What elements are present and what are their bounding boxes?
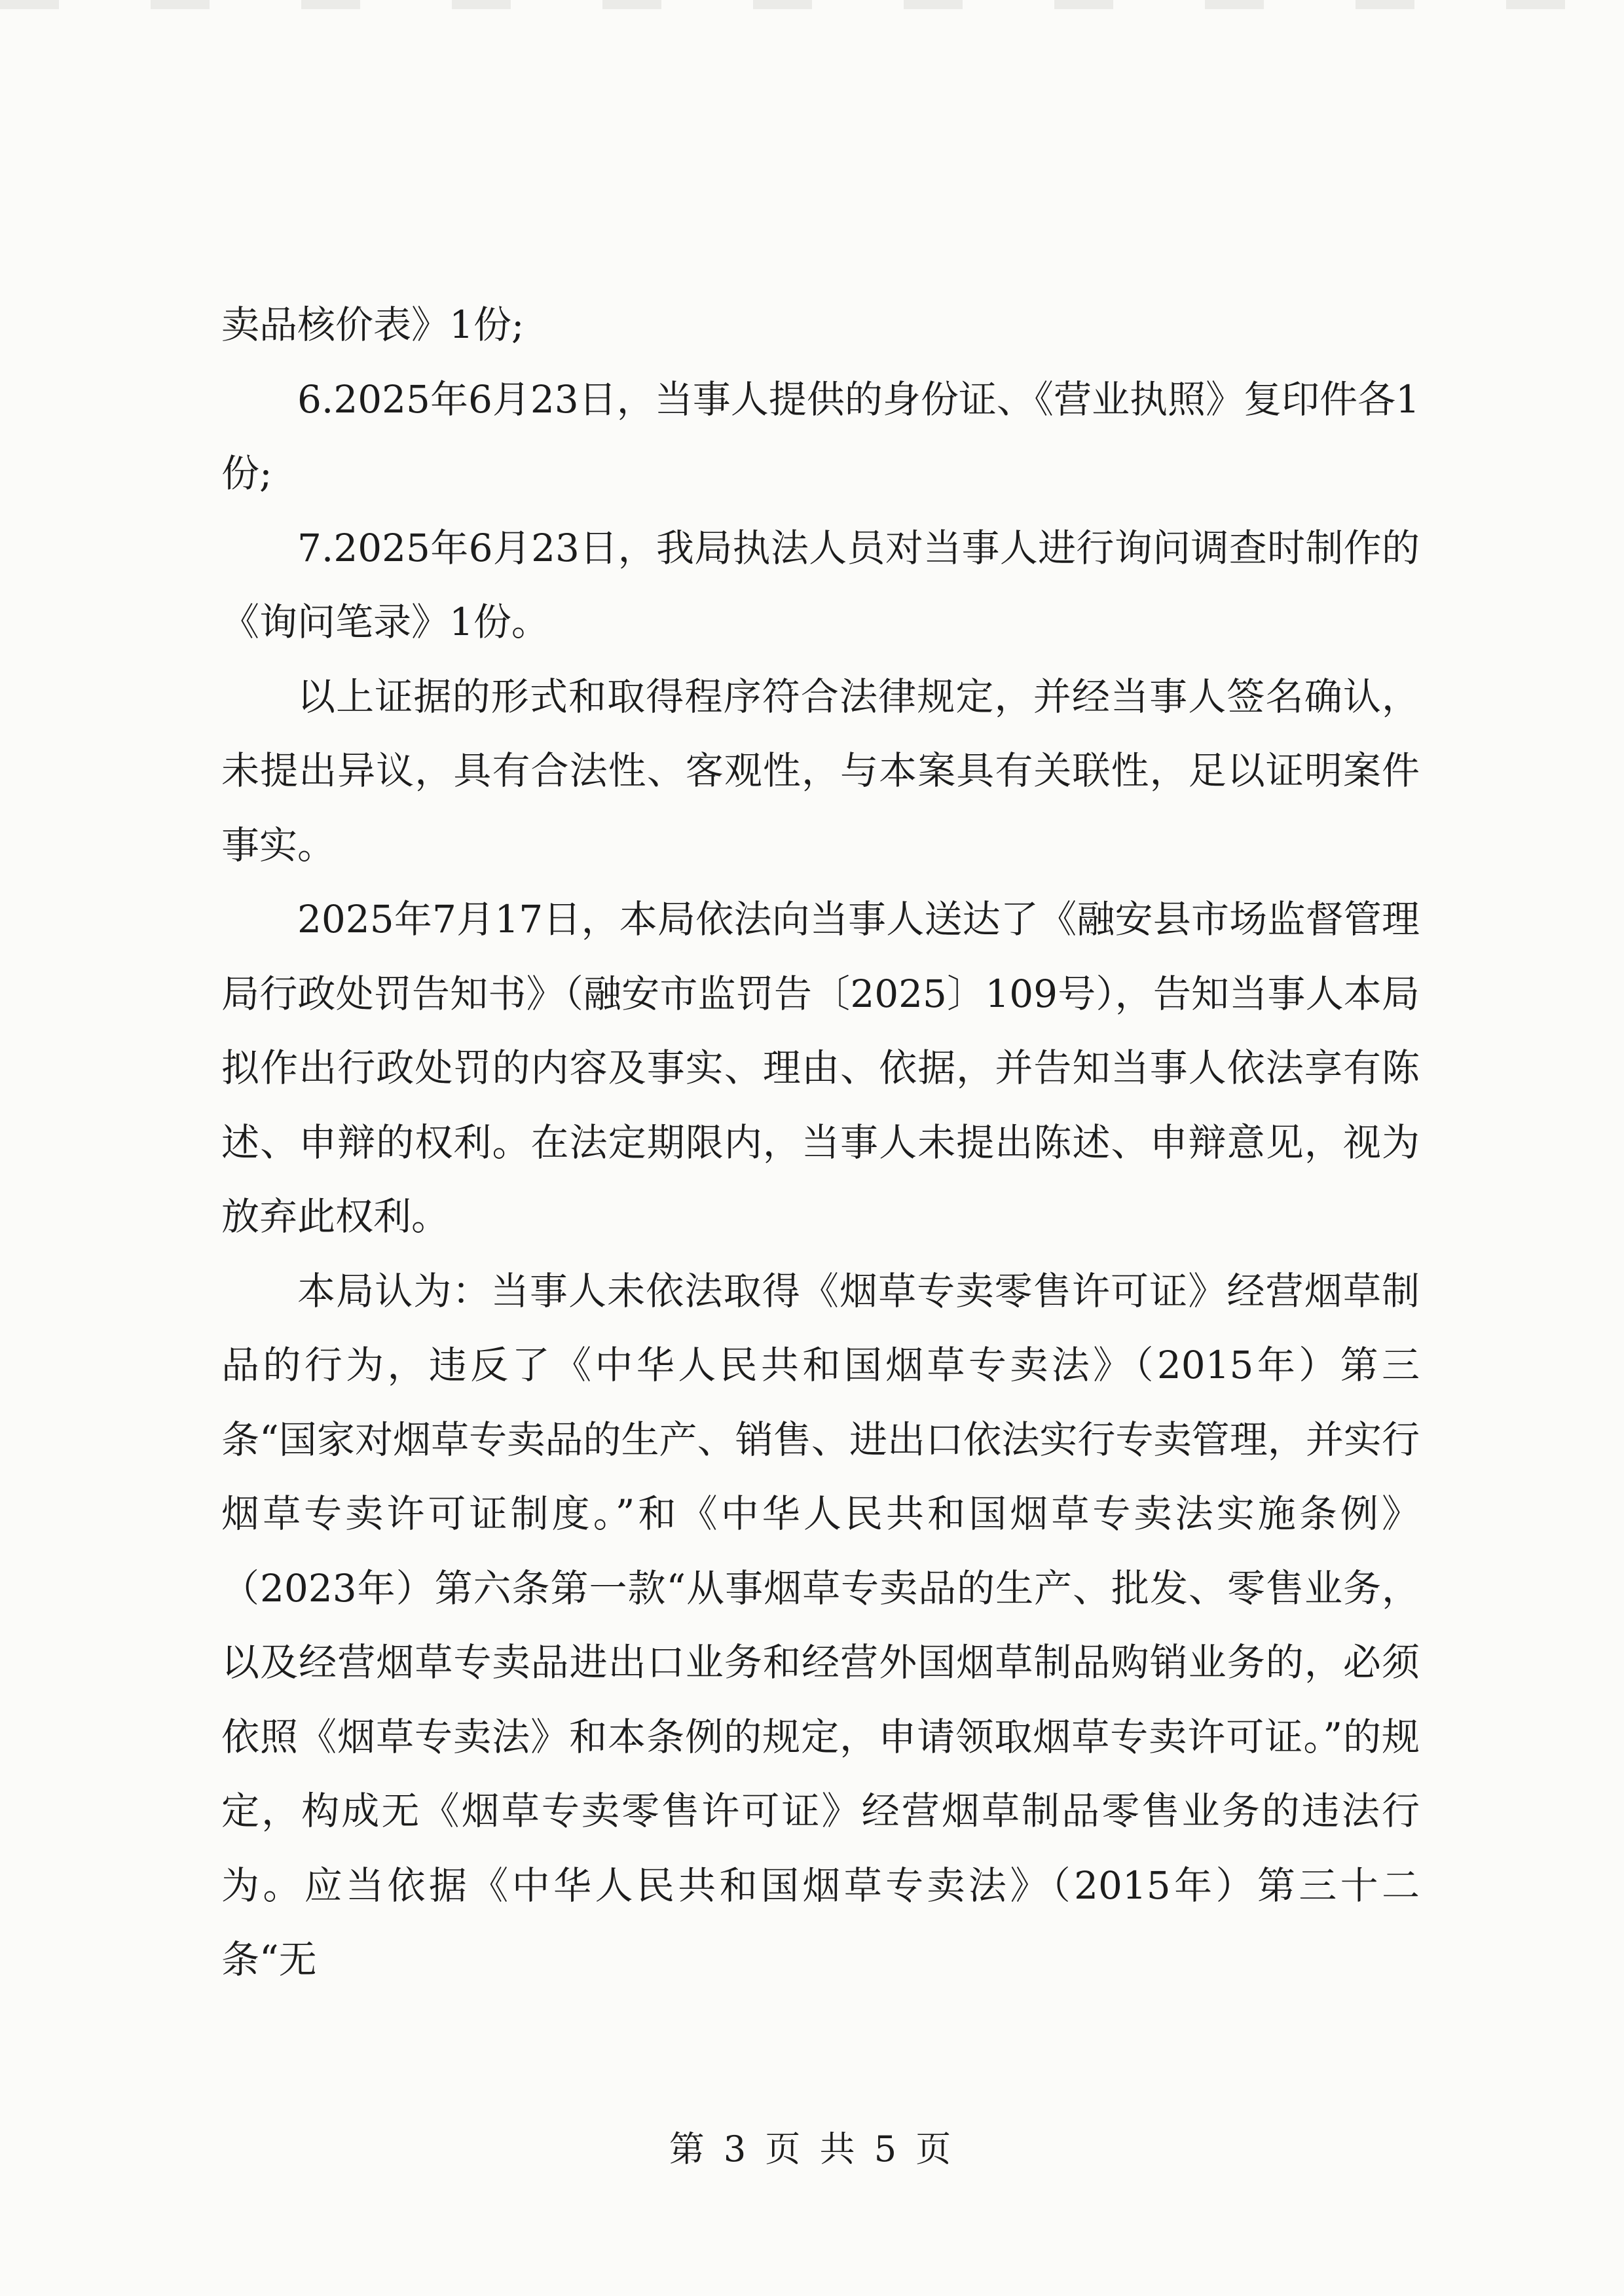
- paragraph-1: 卖品核价表》1份;: [221, 302, 525, 347]
- paragraph-2: 6.2025年6月23日，当事人提供的身份证、《营业执照》复印件各1份;: [221, 376, 1420, 496]
- paragraph-5: 2025年7月17日，本局依法向当事人送达了《融安县市场监督管理局行政处罚告知书》（融安市监罚告〔2025〕109号），告知当事人本局拟作出行政处罚的内容及事实、理由、依据，并告知当事人依法享有陈述、申辩的权利。在法定期限内，当事人未提出陈述、申辩意见，视为放弃此权利。: [221, 897, 1420, 1239]
- scan-edge-decoration: [0, 0, 1624, 9]
- paragraph-4: 以上证据的形式和取得程序符合法律规定，并经当事人签名确认，未提出异议，具有合法性、客观性，与本案具有关联性，足以证明案件事实。: [221, 674, 1420, 867]
- document-body: [221, 288, 1420, 1997]
- page-number-footer: 第 3 页 共 5 页: [669, 2128, 955, 2170]
- paragraph-6: 本局认为：当事人未依法取得《烟草专卖零售许可证》经营烟草制品的行为，违反了《中华人民共和国烟草专卖法》（2015年）第三条“国家对烟草专卖品的生产、销售、进出口依法实行专卖管理，并实行烟草专卖许可证制度。”和《中华人民共和国烟草专卖法实施条例》（2023年）第六条第一款“从事烟草专卖品的生产、批发、零售业务，以及经营烟草专卖品进出口业务和经营外国烟草制品购销业务的，必须依照《烟草专卖法》和本条例的规定，申请领取烟草专卖许可证。”的规定，构成无《烟草专卖零售许可证》经营烟草制品零售业务的违法行为。应当依据《中华人民共和国烟草专卖法》（2015年）第三十二条“无: [221, 1268, 1420, 1982]
- paragraph-3: 7.2025年6月23日，我局执法人员对当事人进行询问调查时制作的《询问笔录》1份。: [221, 525, 1420, 644]
